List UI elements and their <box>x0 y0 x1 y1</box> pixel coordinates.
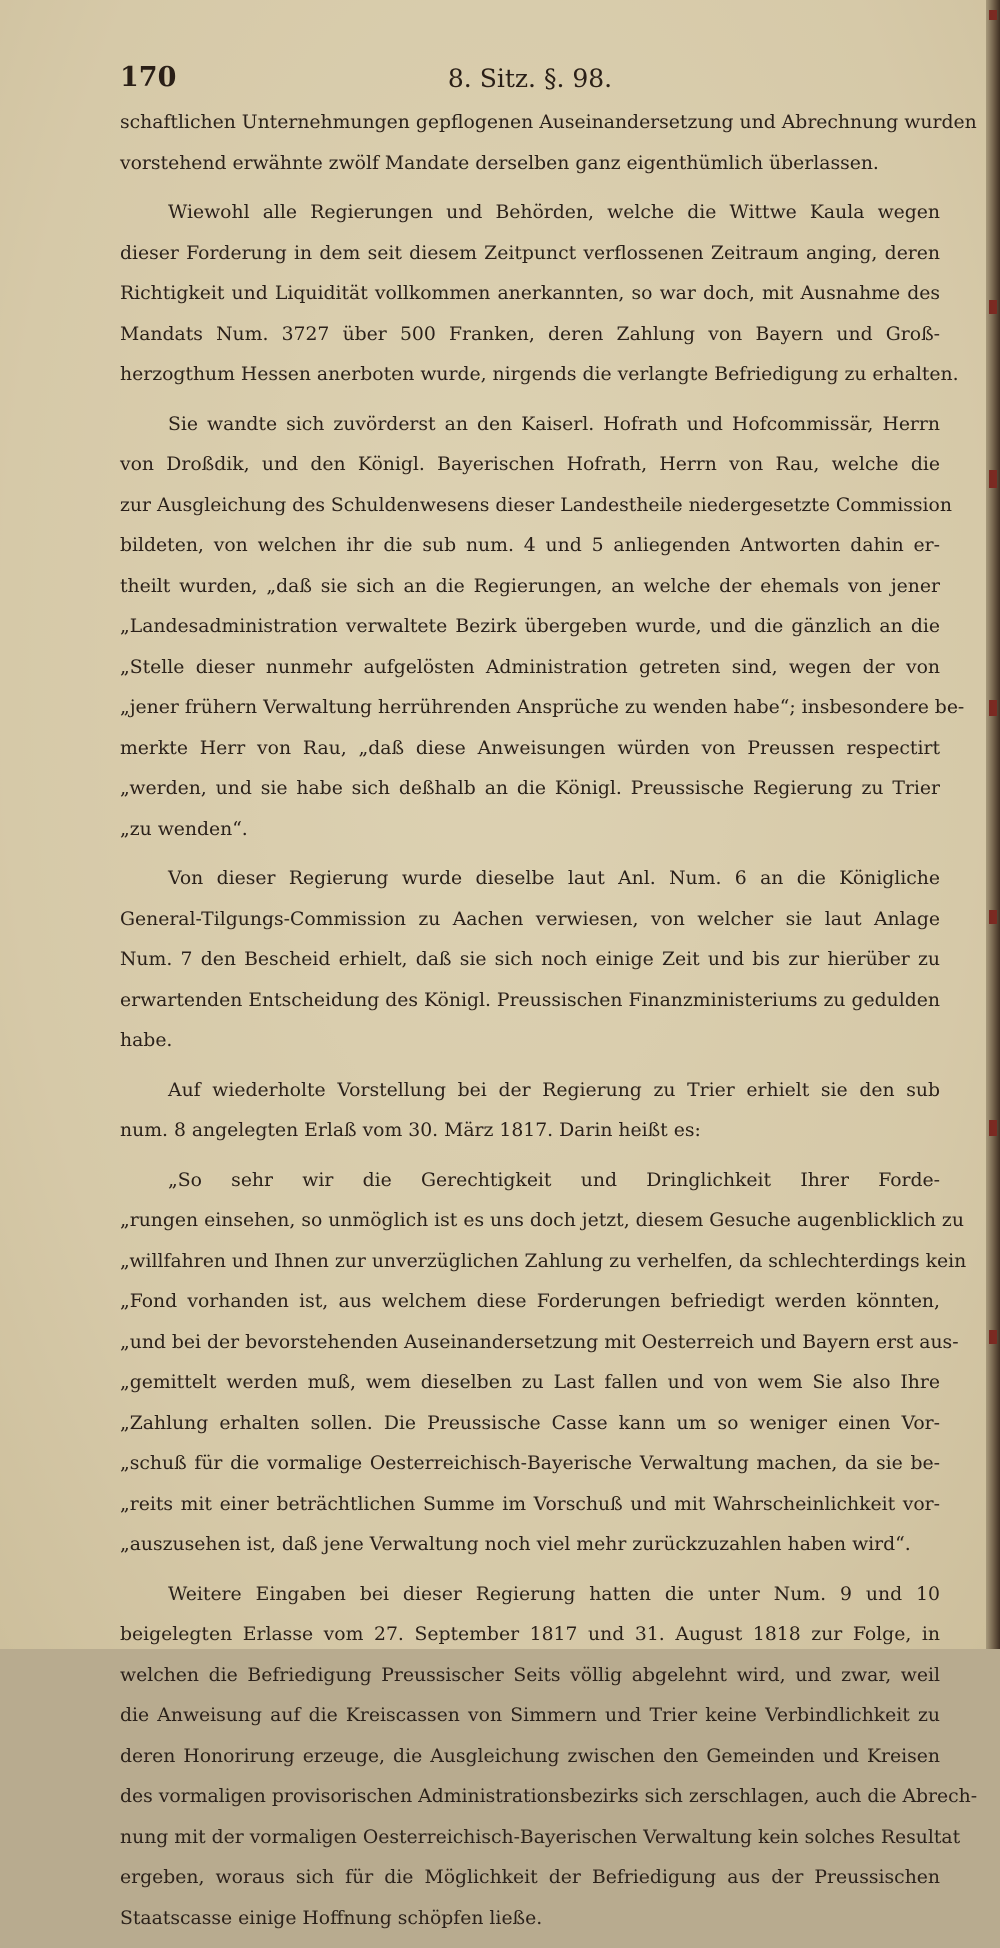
text-line: Weitere Eingaben bei dieser Regierung hatten die unter Num. 9 und 10 <box>168 1583 940 1605</box>
text-line: Von dieser Regierung wurde dieselbe laut Anl. Num. 6 an die Königliche <box>168 868 940 889</box>
text-line: General-Tilgungs-Commission zu Aachen verwiesen, von welcher sie laut Anlage <box>120 908 940 930</box>
text-line: Mandats Num. 3727 über 500 Franken, deren Zahlung von Bayern und Groß- <box>120 323 940 345</box>
paragraph <box>120 1071 940 1152</box>
text-line: des vormaligen provisorischen Administrationsbezirks sich zerschlagen, auch die Abrech- <box>120 1786 978 1807</box>
text-line: „werden, und sie habe sich deßhalb an die Königl. Preussische Regierung zu Trier <box>120 778 940 799</box>
page-number: 170 <box>120 62 177 93</box>
edge-mark <box>989 910 997 924</box>
text-line: ergeben, woraus sich für die Möglichkeit der Befriedigung aus der Preussischen <box>120 1867 940 1888</box>
edge-mark <box>989 1120 997 1136</box>
text-line: die Anweisung auf die Kreiscassen von Simmern und Trier keine Verbindlichkeit zu <box>120 1705 940 1726</box>
text-line: „So sehr wir die Gerechtigkeit und Dringlichkeit Ihrer Forde- <box>168 1169 940 1191</box>
paragraph <box>120 193 959 396</box>
text-line: merkte Herr von Rau, „daß diese Anweisungen würden von Preussen respectirt <box>120 737 940 759</box>
text-line: Wiewohl alle Regierungen und Behörden, welche die Wittwe Kaula wegen <box>168 202 940 223</box>
text-line: Auf wiederholte Vorstellung bei der Regierung zu Trier erhielt sie den sub <box>168 1079 940 1101</box>
text-line: deren Honorirung erzeuge, die Ausgleichung zwischen den Gemeinden und Kreisen <box>120 1745 940 1767</box>
page-header <box>120 62 940 102</box>
text-line: „Zahlung erhalten sollen. Die Preussische Casse kann um so weniger einen Vor- <box>120 1412 940 1434</box>
text-line: „willfahren und Ihnen zur unverzüglichen Zahlung zu verhelfen, da schlechterdings kein <box>120 1250 967 1272</box>
text-line: „schuß für die vormalige Oesterreichisch-Bayerische Verwaltung machen, da sie be- <box>120 1453 940 1474</box>
text-line: „und bei der bevorstehenden Auseinandersetzung mit Oesterreich und Bayern erst aus- <box>120 1331 959 1353</box>
text-line: herzogthum Hessen anerboten wurde, nirgends die verlangte Befriedigung zu erhalten. <box>120 364 959 385</box>
paragraph <box>120 405 965 851</box>
text-line: „rungen einsehen, so unmöglich ist es uns doch jetzt, diesem Gesuche augenblicklich zu <box>120 1210 964 1231</box>
paragraph <box>120 1161 967 1566</box>
edge-mark <box>989 1330 997 1344</box>
text-line: Staatscasse einige Hoffnung schöpfen ließe. <box>120 1907 543 1929</box>
body-text <box>120 103 978 1948</box>
text-line: bildeten, von welchen ihr die sub num. 4 und 5 anliegenden Antworten dahin er- <box>120 535 940 556</box>
paragraph <box>120 1575 978 1940</box>
text-line: „Landesadministration verwaltete Bezirk übergeben wurde, und die gänzlich an die <box>120 616 940 637</box>
running-head: 8. Sitz. §. 98. <box>447 64 613 93</box>
text-line: von Droßdik, und den Königl. Bayerischen Hofrath, Herrn von Rau, welche die <box>120 454 940 475</box>
text-line: nung mit der vormaligen Oesterreichisch-Bayerischen Verwaltung kein solches Resultat <box>120 1826 961 1848</box>
text-line: „gemittelt werden muß, wem dieselben zu Last fallen und von wem Sie also Ihre <box>120 1372 940 1393</box>
text-line: „zu wenden“. <box>120 818 248 840</box>
text-line: „auszusehen ist, daß jene Verwaltung noch viel mehr zurückzuzahlen haben wird“. <box>120 1534 911 1555</box>
text-line: „Stelle dieser nunmehr aufgelösten Administration getreten sind, wegen der von <box>120 656 940 678</box>
text-line: Sie wandte sich zuvörderst an den Kaiserl. Hofrath und Hofcommissär, Herrn <box>168 413 940 435</box>
text-line: habe. <box>120 1030 173 1051</box>
text-line: theilt wurden, „daß sie sich an die Regierungen, an welche der ehemals von jener <box>120 575 940 597</box>
edge-mark <box>989 470 997 488</box>
text-line: beigelegten Erlasse vom 27. September 1817 und 31. August 1818 zur Folge, in <box>120 1624 940 1645</box>
text-line: welchen die Befriedigung Preussischer Seits völlig abgelehnt wird, und zwar, weil <box>120 1664 940 1686</box>
text-line: vorstehend erwähnte zwölf Mandate derselben ganz eigenthümlich überlassen. <box>120 152 879 174</box>
text-line: Num. 7 den Bescheid erhielt, daß sie sich noch einige Zeit und bis zur hierüber zu <box>120 949 940 970</box>
text-line: „reits mit einer beträchtlichen Summe im Vorschuß und mit Wahrscheinlichkeit vor- <box>120 1493 940 1515</box>
text-line: Richtigkeit und Liquidität vollkommen anerkannten, so war doch, mit Ausnahme des <box>120 283 940 304</box>
text-line: dieser Forderung in dem seit diesem Zeitpunct verflossenen Zeitraum anging, deren <box>120 242 940 264</box>
paragraph <box>120 859 940 1062</box>
edge-mark <box>989 300 997 314</box>
text-line: „jener frühern Verwaltung herrührenden Ansprüche zu wenden habe“; insbesondere be- <box>120 697 965 718</box>
edge-mark <box>989 10 997 20</box>
text-line: schaftlichen Unternehmungen gepflogenen Auseinandersetzung und Abrechnung wurden <box>120 112 977 133</box>
book-fore-edge <box>986 0 1000 1649</box>
text-line: „Fond vorhanden ist, aus welchem diese Forderungen befriedigt werden könnten, <box>120 1291 940 1312</box>
text-line: zur Ausgleichung des Schuldenwesens dieser Landestheile niedergesetzte Commission <box>120 494 952 516</box>
paragraph <box>120 103 977 184</box>
text-line: erwartenden Entscheidung des Königl. Preussischen Finanzministeriums zu gedulden <box>120 989 940 1011</box>
text-line: num. 8 angelegten Erlaß vom 30. März 1817. Darin heißt es: <box>120 1120 701 1141</box>
edge-mark <box>989 700 997 716</box>
